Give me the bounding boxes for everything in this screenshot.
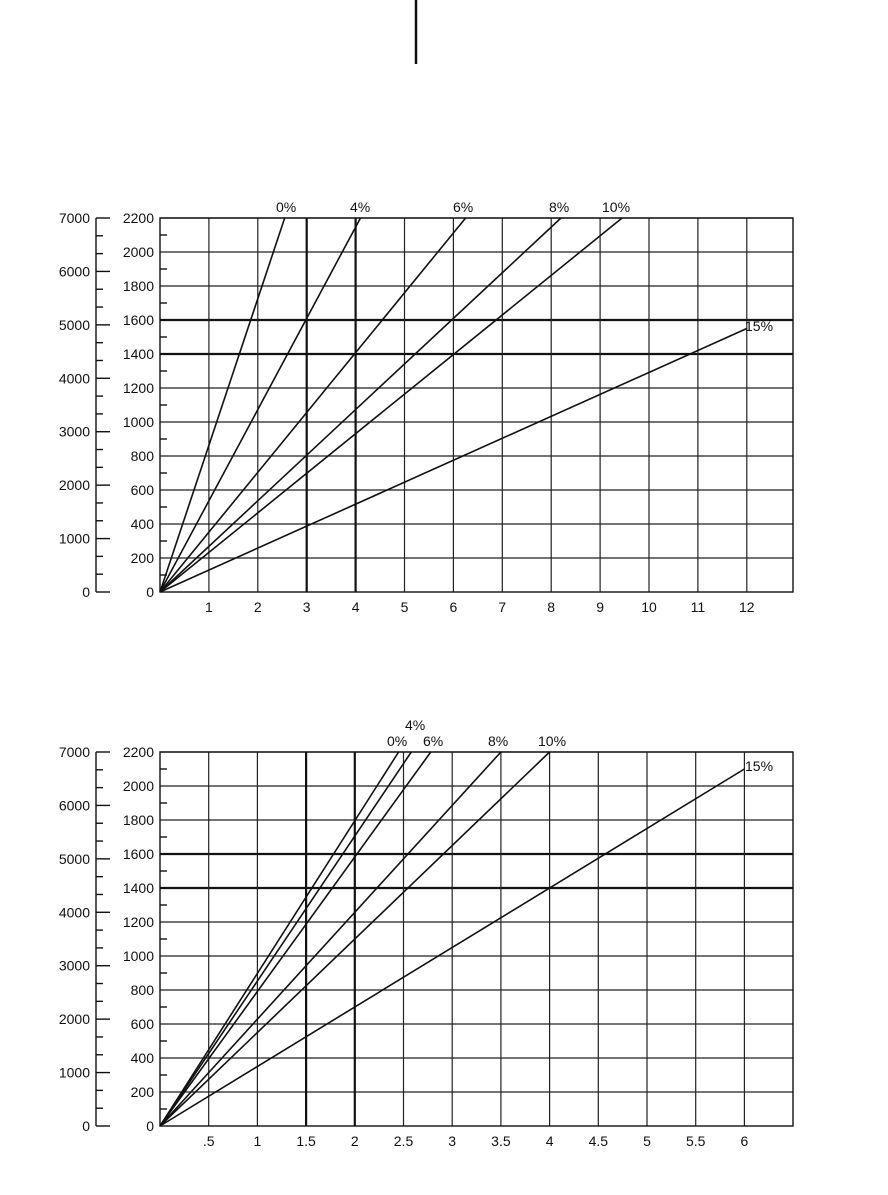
y-tick-label: 1800 (122, 812, 154, 828)
y-tick-label: 0 (146, 1118, 154, 1134)
x-tick-label: 8 (547, 599, 556, 615)
x-tick-label: 1.5 (296, 1133, 316, 1149)
series-label: 4% (405, 717, 426, 733)
y2-tick-label: 3000 (58, 957, 90, 974)
x-tick-label: 5 (643, 1133, 651, 1149)
x-tick-label: 1 (253, 1133, 262, 1149)
series-label: 4% (350, 199, 371, 215)
x-tick-label: 4 (351, 599, 360, 615)
y2-tick-label: 7000 (58, 210, 90, 226)
y2-tick-label: 6000 (58, 263, 90, 280)
y-tick-label: 1800 (122, 278, 154, 294)
x-tick-label: 5 (400, 599, 409, 615)
x-tick-label: 11 (690, 599, 706, 615)
series-label: 6% (423, 733, 444, 749)
series-line-4pct (160, 752, 411, 1126)
x-tick-label: 4.5 (588, 1133, 609, 1149)
y-tick-label: 200 (130, 550, 154, 566)
plot-frame (160, 752, 793, 1126)
y-tick-label: 400 (130, 516, 154, 532)
y-tick-label: 600 (130, 482, 154, 498)
series-label: 10% (602, 199, 631, 215)
series-label: 15% (745, 758, 774, 774)
series-line-0pct (160, 752, 399, 1126)
y2-tick-label: 5000 (58, 850, 90, 867)
y-tick-label: 1200 (122, 914, 154, 930)
x-tick-label: 2.5 (393, 1133, 414, 1149)
x-tick-label: 3 (302, 599, 311, 615)
x-tick-label: 12 (739, 599, 755, 615)
y-tick-label: 400 (130, 1050, 154, 1066)
y2-tick-label: 5000 (58, 316, 90, 333)
x-tick-label: 2 (350, 1133, 359, 1149)
series-line-0pct (160, 218, 285, 592)
x-tick-label: 6 (740, 1133, 749, 1149)
y-tick-label: 2000 (122, 244, 154, 260)
y-tick-label: 1400 (122, 880, 154, 896)
y-tick-label: 1600 (122, 846, 154, 862)
y-tick-label: 800 (130, 982, 154, 998)
series-label: 8% (549, 199, 570, 215)
y-tick-label: 2200 (122, 744, 154, 760)
series-line-8pct (160, 752, 501, 1126)
x-tick-label: 3.5 (491, 1133, 511, 1149)
y2-tick-label: 4000 (58, 370, 90, 387)
series-label: 8% (488, 733, 509, 749)
series-label: 10% (538, 733, 567, 749)
x-tick-label: .5 (202, 1133, 215, 1149)
y-tick-label: 1200 (122, 380, 154, 396)
chart-bottom (59, 717, 793, 1149)
y-tick-label: 1400 (122, 346, 154, 362)
y2-tick-label: 3000 (58, 423, 90, 440)
y2-tick-label: 4000 (58, 904, 90, 921)
series-line-6pct (160, 218, 466, 592)
y-tick-label: 0 (146, 584, 154, 600)
y2-tick-label: 2000 (58, 477, 90, 494)
y-tick-label: 2200 (122, 210, 154, 226)
chart-top (59, 199, 793, 615)
series-label: 15% (745, 318, 774, 334)
x-tick-label: 3 (448, 1133, 457, 1149)
x-tick-label: 7 (498, 599, 507, 615)
x-tick-label: 5.5 (685, 1133, 706, 1149)
x-tick-label: 1 (205, 599, 213, 615)
y2-tick-label: 0 (82, 584, 90, 600)
y2-tick-label: 7000 (58, 744, 90, 760)
series-line-6pct (160, 752, 431, 1126)
y-tick-label: 200 (130, 1084, 154, 1100)
y2-tick-label: 2000 (58, 1011, 90, 1028)
y2-tick-label: 1000 (58, 1064, 90, 1081)
y-tick-label: 1000 (122, 414, 154, 430)
y-tick-label: 800 (130, 448, 154, 464)
y2-tick-label: 0 (82, 1118, 90, 1134)
series-label: 6% (453, 199, 474, 215)
y2-tick-label: 1000 (58, 530, 90, 547)
series-label: 0% (387, 733, 408, 749)
x-tick-label: 6 (449, 599, 458, 615)
y-tick-label: 600 (130, 1016, 154, 1032)
x-tick-label: 9 (596, 599, 604, 615)
y-tick-label: 1000 (122, 948, 154, 964)
series-line-10pct (160, 218, 622, 592)
y-tick-label: 2000 (122, 778, 154, 794)
series-line-8pct (160, 218, 561, 592)
y-tick-label: 1600 (122, 312, 154, 328)
series-line-4pct (160, 218, 360, 592)
x-tick-label: 10 (641, 599, 657, 615)
series-label: 0% (276, 199, 297, 215)
y2-tick-label: 6000 (58, 797, 90, 814)
x-tick-label: 4 (545, 1133, 554, 1149)
x-tick-label: 2 (253, 599, 262, 615)
